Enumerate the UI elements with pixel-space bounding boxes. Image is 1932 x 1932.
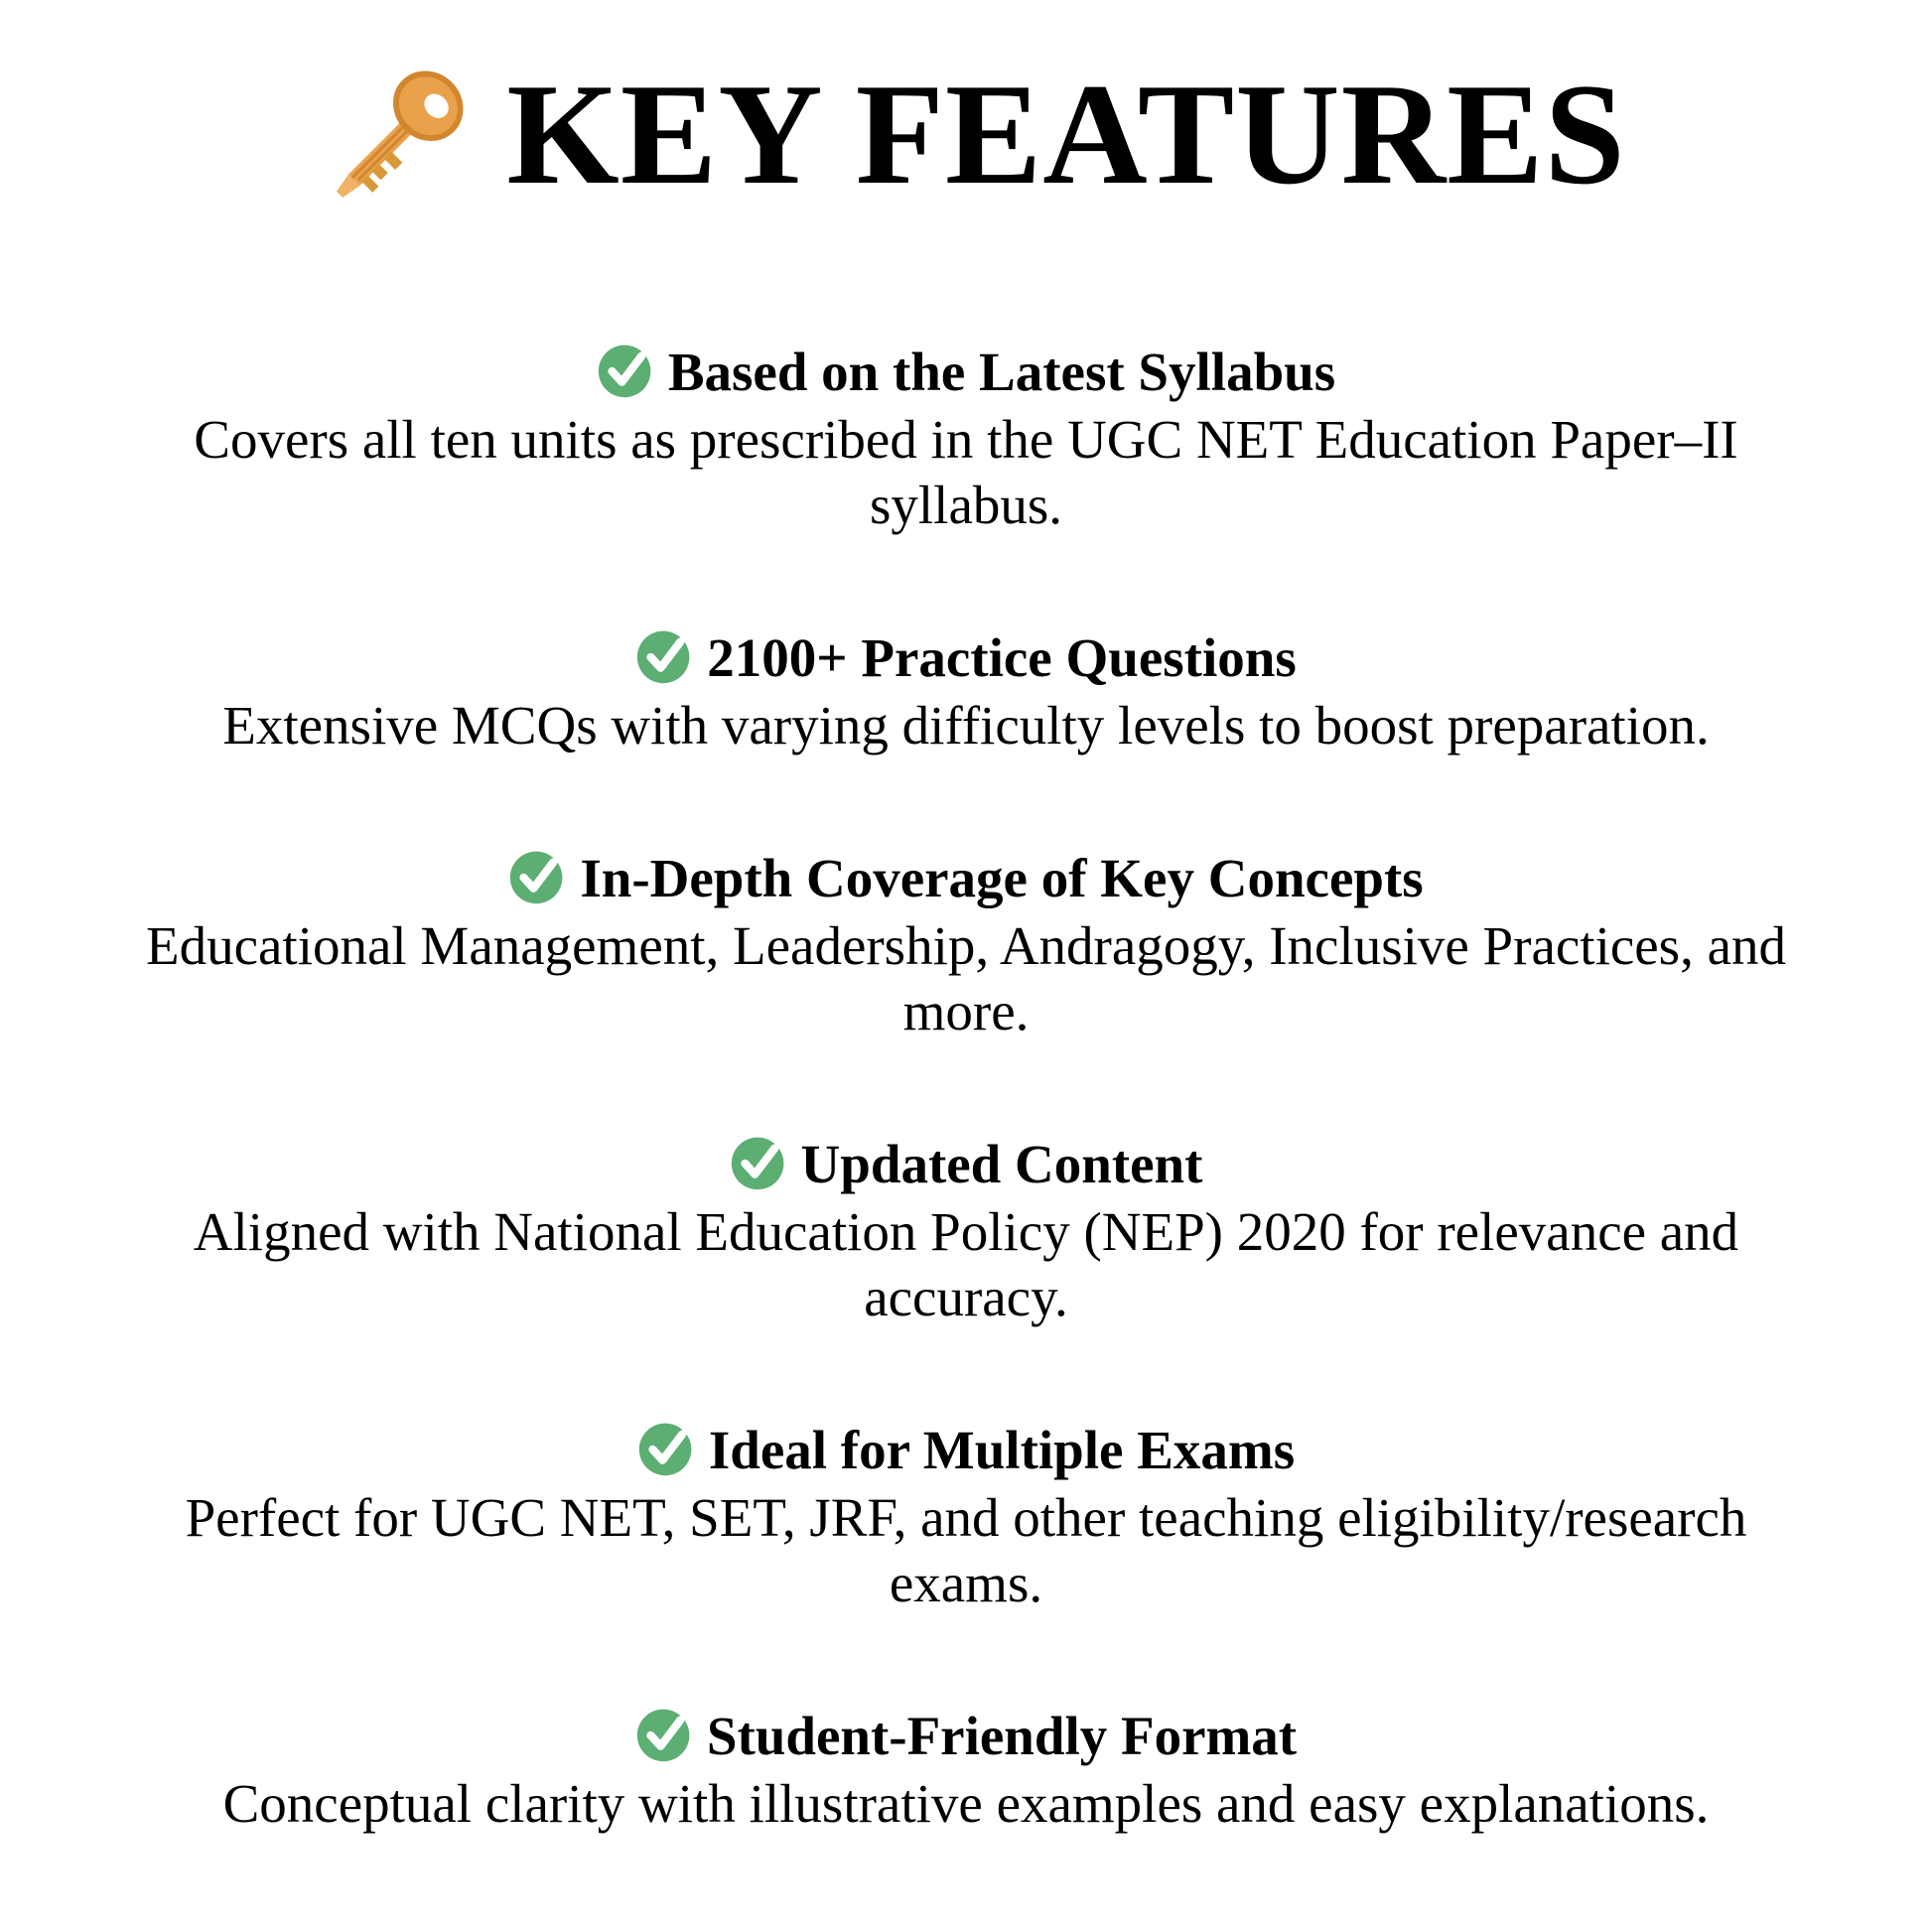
feature-description: Educational Management, Leadership, Andragogy, Inclusive Practices, and more. (146, 915, 1786, 1041)
feature-title: In-Depth Coverage of Key Concepts (580, 848, 1424, 908)
feature-item-multiple-exams (132, 1418, 1800, 1616)
feature-title: Student-Friendly Format (706, 1706, 1298, 1766)
feature-heading (132, 625, 1800, 691)
feature-title: Based on the Latest Syllabus (667, 342, 1336, 402)
check-circle-icon (635, 1706, 693, 1763)
feature-title: Ideal for Multiple Exams (708, 1420, 1296, 1480)
feature-title: 2100+ Practice Questions (707, 627, 1297, 688)
feature-description: Aligned with National Education Policy (NEP) 2020 for relevance and accuracy. (193, 1201, 1739, 1327)
feature-item-student-friendly (132, 1704, 1800, 1837)
page-title: KEY FEATURES (506, 54, 1626, 214)
feature-description: Perfect for UGC NET, SET, JRF, and other teaching eligibility/research exams. (185, 1487, 1747, 1613)
check-circle-icon (597, 342, 654, 399)
check-circle-icon (508, 848, 566, 905)
feature-item-updated-content (132, 1132, 1800, 1330)
feature-heading (132, 1418, 1800, 1483)
feature-heading (132, 846, 1800, 911)
feature-item-key-concepts (132, 846, 1800, 1044)
key-icon (306, 54, 481, 228)
feature-heading (132, 340, 1800, 405)
check-circle-icon (730, 1134, 787, 1191)
check-circle-icon (637, 1420, 695, 1477)
feature-title: Updated Content (800, 1134, 1203, 1194)
check-circle-icon (635, 627, 693, 685)
feature-heading (132, 1704, 1800, 1769)
feature-list (0, 340, 1932, 1837)
feature-item-practice-questions (132, 625, 1800, 759)
feature-description: Covers all ten units as prescribed in the UGC NET Education Paper–II syllabus. (194, 409, 1738, 535)
page-header (0, 46, 1932, 222)
feature-description: Conceptual clarity with illustrative examples and easy explanations. (222, 1773, 1710, 1834)
feature-description: Extensive MCQs with varying difficulty levels to boost preparation. (222, 695, 1710, 756)
feature-item-syllabus (132, 340, 1800, 538)
feature-heading (132, 1132, 1800, 1197)
